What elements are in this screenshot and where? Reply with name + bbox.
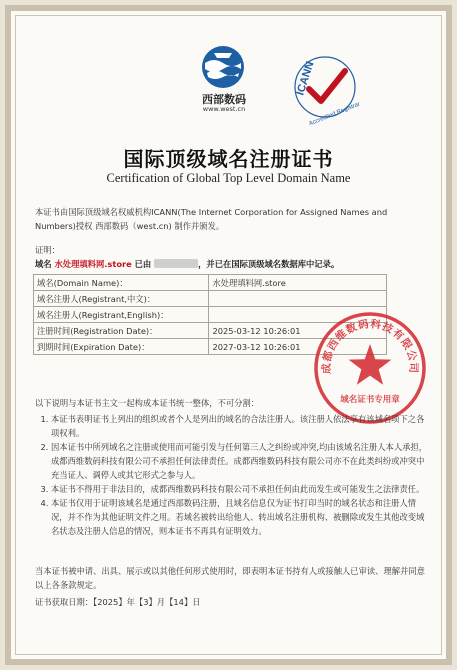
title-english: Certification of Global Top Level Domain Name — [106, 171, 351, 185]
proof-label: 证明： — [35, 245, 60, 255]
terms-item: 1. 本证书表明证书上列出的组织或者个人是列出的域名的合法注册人。该注册人依法享有该域名项下之各项权利。 — [51, 412, 429, 440]
icann-logo — [287, 49, 363, 125]
proof-suffix: ，并已在国际顶级域名数据库中记录。 — [198, 259, 340, 269]
proof-domain: 水处理填料网.store — [54, 259, 132, 269]
redacted-registrant — [154, 259, 198, 268]
terms-list — [35, 412, 429, 538]
issue-date: 证书获取日期：【2025】年【3】月【14】日 — [35, 597, 201, 607]
table-value: 2027-03-12 10:26:01 — [209, 339, 387, 355]
proof-prefix: 域名 — [35, 259, 55, 269]
usage-statement: 当本证书被申请、出具、展示或以其他任何形式使用时，即表明本证书持有人或接触人已审读、理解并同意以上各条款规定。 — [35, 566, 425, 590]
west-url: www.west.cn — [202, 105, 246, 113]
title-chinese: 国际顶级域名注册证书 — [123, 147, 334, 171]
west-logo — [193, 45, 253, 113]
terms-item: 4. 本证书仅用于证明该域名是通过西部数码注册，且域名信息仅为证书打印当时的域名状态和注册人情况，并不作为其他证明文件之用。若域名被转出给他人、转出域名注册机构、被删除或发生其他改变域名状态及注册人信息的情况，则本证书不再具有证明效力。 — [51, 496, 429, 538]
seal-star-icon — [349, 344, 392, 385]
icann-subtext: Accredited Registrar — [308, 101, 361, 125]
table-key: 注册时间(Registration Date)： — [34, 323, 209, 339]
terms-item: 3. 本证书不得用于非法目的，成都西维数码科技有限公司不承担任何由此而发生或可能发生之法律责任。 — [51, 482, 429, 496]
certificate — [5, 5, 452, 665]
terms-section — [35, 396, 429, 538]
table-value — [209, 291, 387, 307]
intro-text: 本证书由国际顶级域名权威机构ICANN(The Internet Corporation for Assigned Names and Numbers)授权 西部数码（west.cn) 制作并颁发。 — [35, 207, 388, 231]
proof-middle: 已由 — [131, 259, 152, 269]
icann-accredited-icon — [287, 49, 363, 125]
logo-area — [5, 45, 452, 125]
table-key: 域名(Domain Name)： — [34, 275, 209, 291]
terms-item: 2. 因本证书中所列域名之注册或使用而可能引发与任何第三人之纠纷或冲突,均由该域名注册人本人承担，成都西维数码科技有限公司不承担任何法律责任。成都西维数码科技有限公司亦不在此类纠纷或冲突中充当证人、调停人或其它形式之参与人。 — [51, 440, 429, 482]
table-value: 水处理填料网.store — [209, 275, 387, 291]
table-key: 域名注册人(Registrant,English)： — [34, 307, 209, 323]
table-key: 域名注册人(Registrant,中文)： — [34, 291, 209, 307]
table-row — [34, 275, 387, 291]
table-value: 2025-03-12 10:26:01 — [209, 323, 387, 339]
terms-lead: 以下说明与本证书主文一起构成本证书统一整体，不可分割： — [35, 398, 260, 408]
west-brand-name: 西部数码 — [202, 93, 246, 106]
seal-bottom-text: 域名证书专用章 — [340, 395, 400, 405]
table-key: 到期时间(Expiration Date)： — [34, 339, 209, 355]
icann-text: ICANN — [294, 60, 317, 97]
west-logo-icon — [201, 45, 245, 89]
table-row — [34, 291, 387, 307]
seal-arc-text: 成都西维数码科技有限公司 — [320, 318, 420, 375]
proof-statement — [35, 258, 435, 270]
